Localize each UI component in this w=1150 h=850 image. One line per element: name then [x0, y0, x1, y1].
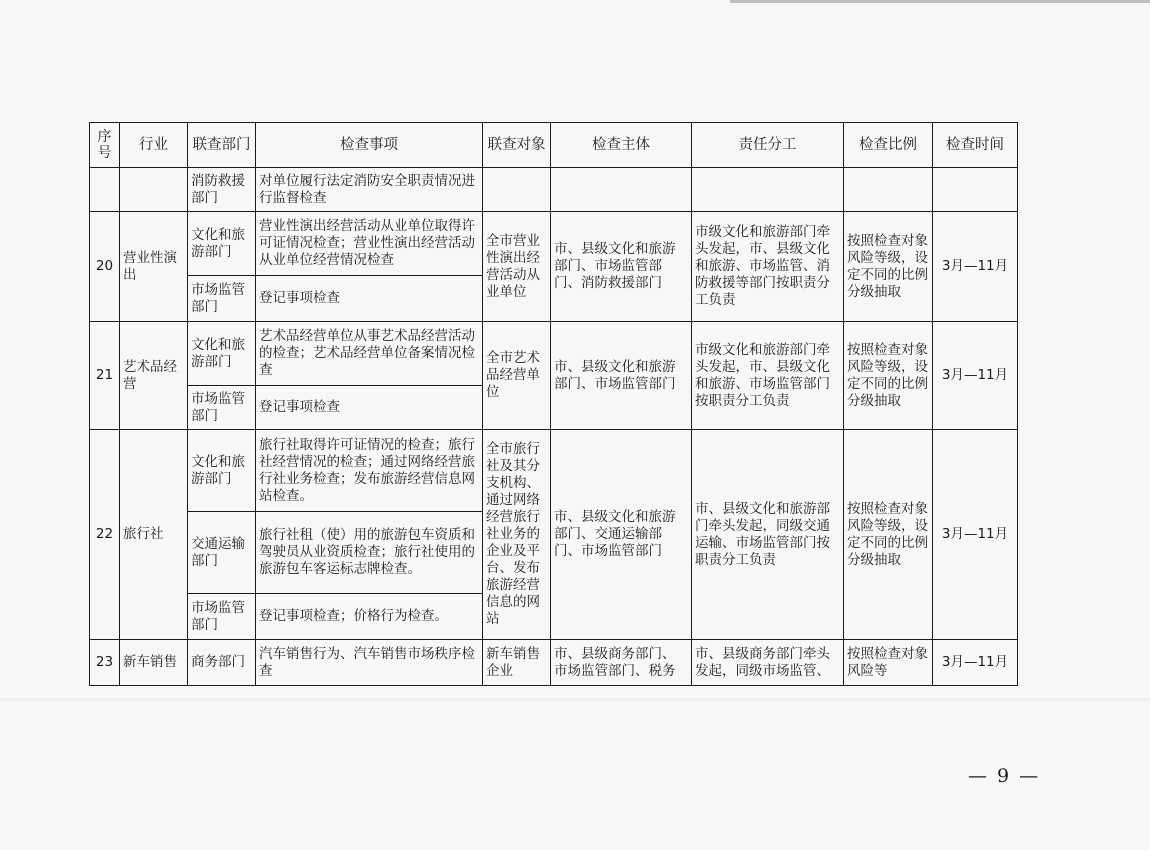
table-row: [90, 212, 1018, 276]
table-row: [90, 168, 1018, 212]
header-industry: 行业: [120, 123, 188, 168]
dept-cell: 文化和旅游部门: [188, 322, 256, 386]
header-duty: 责任分工: [692, 123, 844, 168]
inspection-table: [89, 122, 1018, 686]
page-number: — 9 —: [968, 765, 1041, 787]
seq-cell: [90, 168, 120, 212]
industry-cell: 营业性演出: [120, 212, 188, 322]
table-row: [90, 640, 1018, 686]
ratio-cell: 按照检查对象风险等: [844, 640, 933, 686]
time-cell: 3月—11月: [933, 212, 1018, 322]
time-cell: 3月—11月: [933, 430, 1018, 640]
header-subject: 检查主体: [551, 123, 692, 168]
industry-cell: 新车销售: [120, 640, 188, 686]
time-cell: 3月—11月: [933, 640, 1018, 686]
industry-cell: 旅行社: [120, 430, 188, 640]
duty-cell: 市、县级商务部门牵头发起，同级市场监管、: [692, 640, 844, 686]
item-cell: 营业性演出经营活动从业单位取得许可证情况检查；营业性演出经营活动从业单位经营情况检查: [256, 212, 483, 276]
ratio-cell: [844, 168, 933, 212]
ratio-cell: 按照检查对象风险等级，设定不同的比例分级抽取: [844, 430, 933, 640]
target-cell: [483, 168, 551, 212]
industry-cell: [120, 168, 188, 212]
ratio-cell: 按照检查对象风险等级，设定不同的比例分级抽取: [844, 322, 933, 430]
item-cell: 旅行社取得许可证情况的检查；旅行社经营情况的检查；通过网络经营旅行社业务检查；发布旅游经营信息网站检查。: [256, 430, 483, 512]
time-cell: 3月—11月: [933, 322, 1018, 430]
scan-shadow-band: [0, 698, 1150, 703]
dept-cell: 商务部门: [188, 640, 256, 686]
dept-cell: 文化和旅游部门: [188, 212, 256, 276]
dept-cell: 市场监管部门: [188, 594, 256, 640]
table-row: [90, 430, 1018, 512]
item-cell: 登记事项检查；价格行为检查。: [256, 594, 483, 640]
seq-cell: 23: [90, 640, 120, 686]
subject-cell: 市、县级文化和旅游部门、市场监管部门: [551, 322, 692, 430]
header-target: 联查对象: [483, 123, 551, 168]
item-cell: 旅行社租（使）用的旅游包车资质和驾驶员从业资质检查；旅行社使用的旅游包车客运标志牌检查。: [256, 512, 483, 594]
header-time: 检查时间: [933, 123, 1018, 168]
target-cell: 全市营业性演出经营活动从业单位: [483, 212, 551, 322]
dept-cell: 市场监管部门: [188, 276, 256, 322]
industry-cell: 艺术品经营: [120, 322, 188, 430]
subject-cell: [551, 168, 692, 212]
dept-cell: 消防救援部门: [188, 168, 256, 212]
header-item: 检查事项: [256, 123, 483, 168]
target-cell: 新车销售企业: [483, 640, 551, 686]
item-cell: 汽车销售行为、汽车销售市场秩序检查: [256, 640, 483, 686]
item-cell: 登记事项检查: [256, 276, 483, 322]
duty-cell: 市级文化和旅游部门牵头发起，市、县级文化和旅游、市场监管部门按职责分工负责: [692, 322, 844, 430]
item-cell: 登记事项检查: [256, 386, 483, 430]
item-cell: 艺术品经营单位从事艺术品经营活动的检查；艺术品经营单位备案情况检查: [256, 322, 483, 386]
header-ratio: 检查比例: [844, 123, 933, 168]
dept-cell: 文化和旅游部门: [188, 430, 256, 512]
subject-cell: 市、县级商务部门、市场监管部门、税务: [551, 640, 692, 686]
subject-cell: 市、县级文化和旅游部门、交通运输部门、市场监管部门: [551, 430, 692, 640]
target-cell: 全市艺术品经营单位: [483, 322, 551, 430]
scan-edge-line: [730, 0, 1150, 3]
ratio-cell: 按照检查对象风险等级，设定不同的比例分级抽取: [844, 212, 933, 322]
duty-cell: 市、县级文化和旅游部门牵头发起，同级交通运输、市场监管部门按职责分工负责: [692, 430, 844, 640]
duty-cell: [692, 168, 844, 212]
seq-cell: 21: [90, 322, 120, 430]
seq-cell: 22: [90, 430, 120, 640]
header-dept: 联查部门: [188, 123, 256, 168]
dept-cell: 交通运输部门: [188, 512, 256, 594]
table-header-row: [90, 123, 1018, 168]
table-row: [90, 322, 1018, 386]
target-cell: 全市旅行社及其分支机构、通过网络经营旅行社业务的企业及平台、发布旅游经营信息的网站: [483, 430, 551, 640]
subject-cell: 市、县级文化和旅游部门、市场监管部门、消防救援部门: [551, 212, 692, 322]
seq-cell: 20: [90, 212, 120, 322]
time-cell: [933, 168, 1018, 212]
dept-cell: 市场监管部门: [188, 386, 256, 430]
item-cell: 对单位履行法定消防安全职责情况进行监督检查: [256, 168, 483, 212]
duty-cell: 市级文化和旅游部门牵头发起，市、县级文化和旅游、市场监管、消防救援等部门按职责分工负责: [692, 212, 844, 322]
header-seq: 序号: [90, 123, 120, 168]
